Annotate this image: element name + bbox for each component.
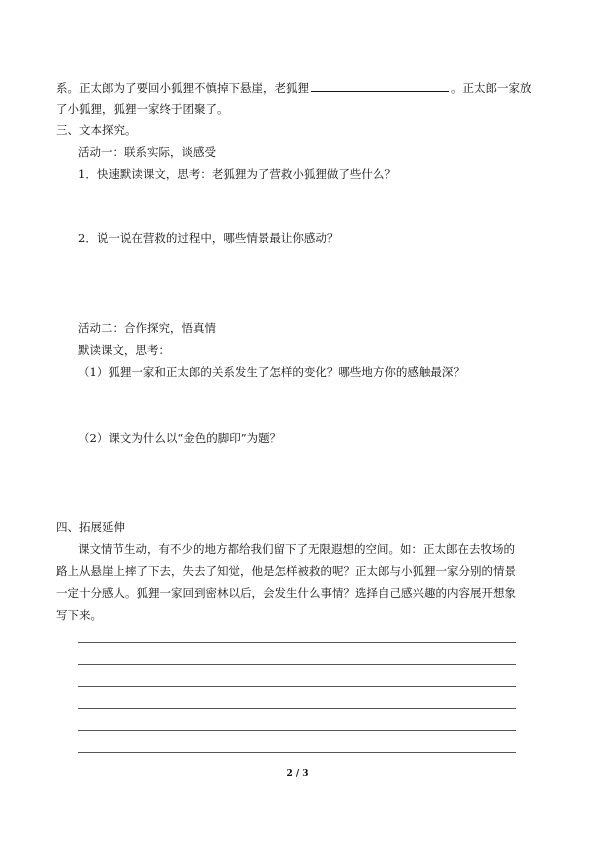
line1-text-b: 。正太郎一家放 [451,81,532,95]
writing-line[interactable] [78,664,516,665]
writing-line[interactable] [78,708,516,709]
page-number: 2 / 3 [286,769,309,779]
section4-para-line1: 课文情节生动，有不少的地方都给我们留下了无限遐想的空间。如：正太郎在去牧场的 [78,542,515,556]
activity1-question2: 2．说一说在营救的过程中，哪些情景最让你感动？ [78,231,339,245]
activity2-title: 活动二：合作探究，悟真情 [78,321,216,335]
section2-tail-line1 [56,80,532,96]
activity2-intro: 默读课文，思考： [78,343,170,357]
activity1-question1: 1．快速默读课文，思考：老狐狸为了营救小狐狸做了些什么？ [78,167,396,181]
section3-heading: 三、文本探究。 [56,123,137,137]
section4-para-line3: 一定十分感人。狐狸一家回到密林以后，会发生什么事情？选择自己感兴趣的内容展开想象 [56,586,516,600]
section4-heading: 四、拓展延伸 [56,520,125,534]
writing-line[interactable] [78,686,516,687]
activity1-title: 活动一：联系实际，谈感受 [78,145,216,159]
line1-text-a: 系。正太郎为了要回小狐狸不慎掉下悬崖，老狐狸 [56,81,309,95]
activity2-question1: （1）狐狸一家和正太郎的关系发生了怎样的变化？哪些地方你的感触最深？ [78,365,465,379]
writing-line[interactable] [78,642,516,643]
writing-line[interactable] [78,730,516,731]
fill-in-blank[interactable] [311,80,449,92]
section4-para-line2: 路上从悬崖上摔了下去，失去了知觉，他是怎样被救的呢？正太郎与小狐狸一家分别的情景 [56,564,516,578]
section2-tail-line2: 了小狐狸，狐狸一家终于团聚了。 [56,102,229,116]
writing-line[interactable] [78,752,516,753]
section4-para-line4: 写下来。 [56,608,102,622]
activity2-question2: （2）课文为什么以“金色的脚印”为题？ [78,431,282,445]
